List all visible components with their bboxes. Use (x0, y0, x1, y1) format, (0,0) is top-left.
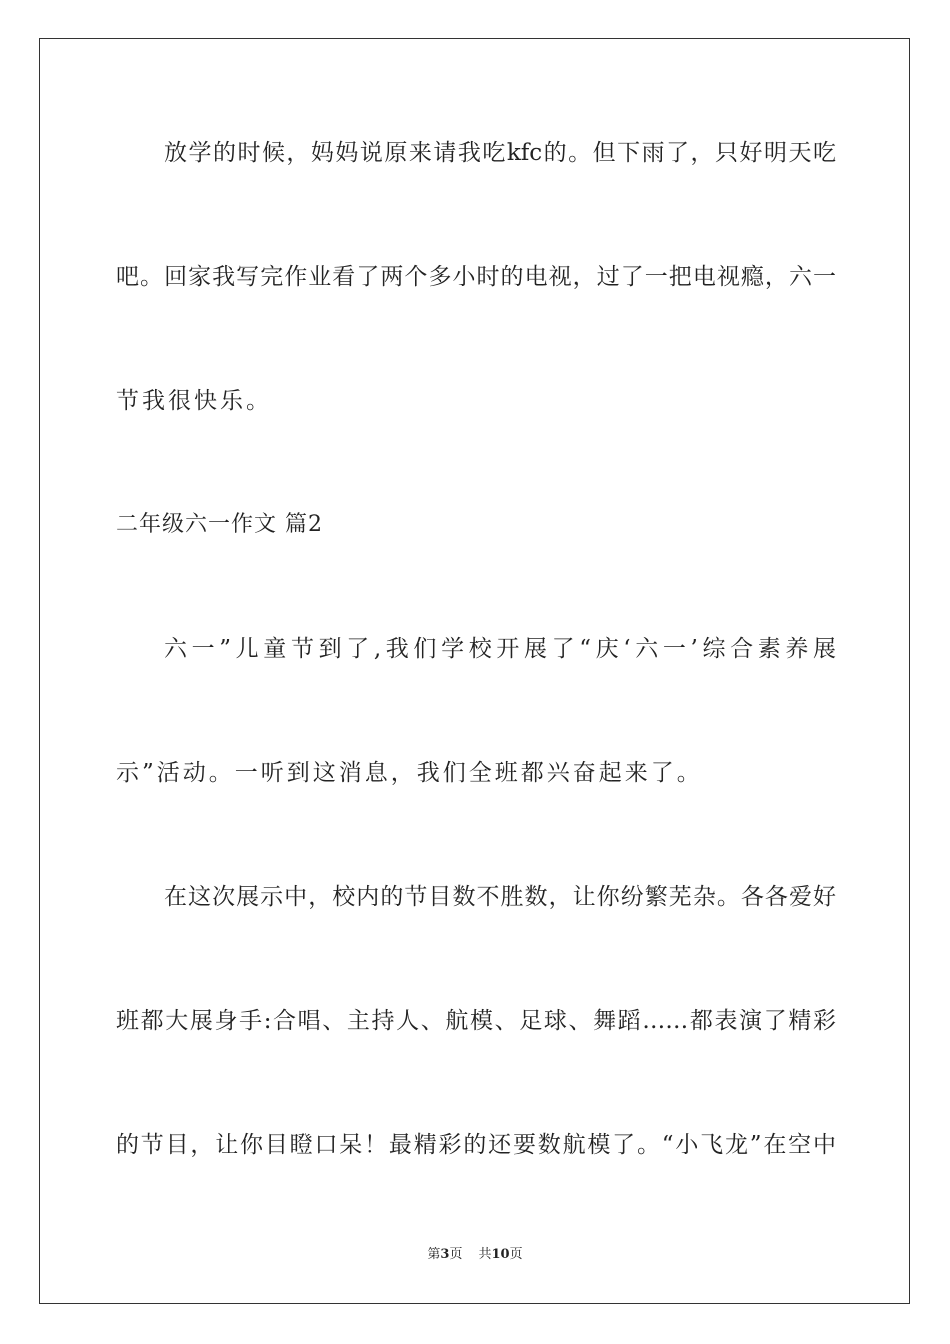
page-current: 3 (440, 1247, 450, 1262)
paragraph-1-line-2: 吧。回家我写完作业看了两个多小时的电视，过了一把电视瘾，六一 (116, 264, 836, 290)
paragraph-3-line-1: 在这次展示中，校内的节目数不胜数，让你纷繁芜杂。各各爱好 (164, 884, 836, 910)
paragraph-1-line-3: 节我很快乐。 (116, 388, 272, 414)
section-heading: 二年级六一作文 篇2 (116, 512, 323, 537)
total-prefix: 共 (478, 1247, 492, 1262)
page-prefix: 第 (427, 1247, 441, 1262)
page-suffix: 页 (449, 1247, 463, 1262)
paragraph-2-line-1: 六一”儿童节到了,我们学校开展了“庆‘六一’综合素养展 (164, 636, 836, 662)
page-total: 10 (491, 1247, 510, 1262)
paragraph-3-line-3: 的节目，让你目瞪口呆！最精彩的还要数航模了。“小飞龙”在空中 (116, 1132, 836, 1158)
page-border (39, 38, 910, 1304)
paragraph-1-line-1: 放学的时候，妈妈说原来请我吃kfc的。但下雨了，只好明天吃 (164, 140, 836, 166)
paragraph-2-line-2: 示”活动。一听到这消息，我们全班都兴奋起来了。 (116, 760, 703, 786)
page-footer (0, 1246, 950, 1264)
paragraph-3-line-2: 班都大展身手:合唱、主持人、航模、足球、舞蹈……都表演了精彩 (116, 1008, 836, 1034)
total-suffix: 页 (509, 1247, 523, 1262)
